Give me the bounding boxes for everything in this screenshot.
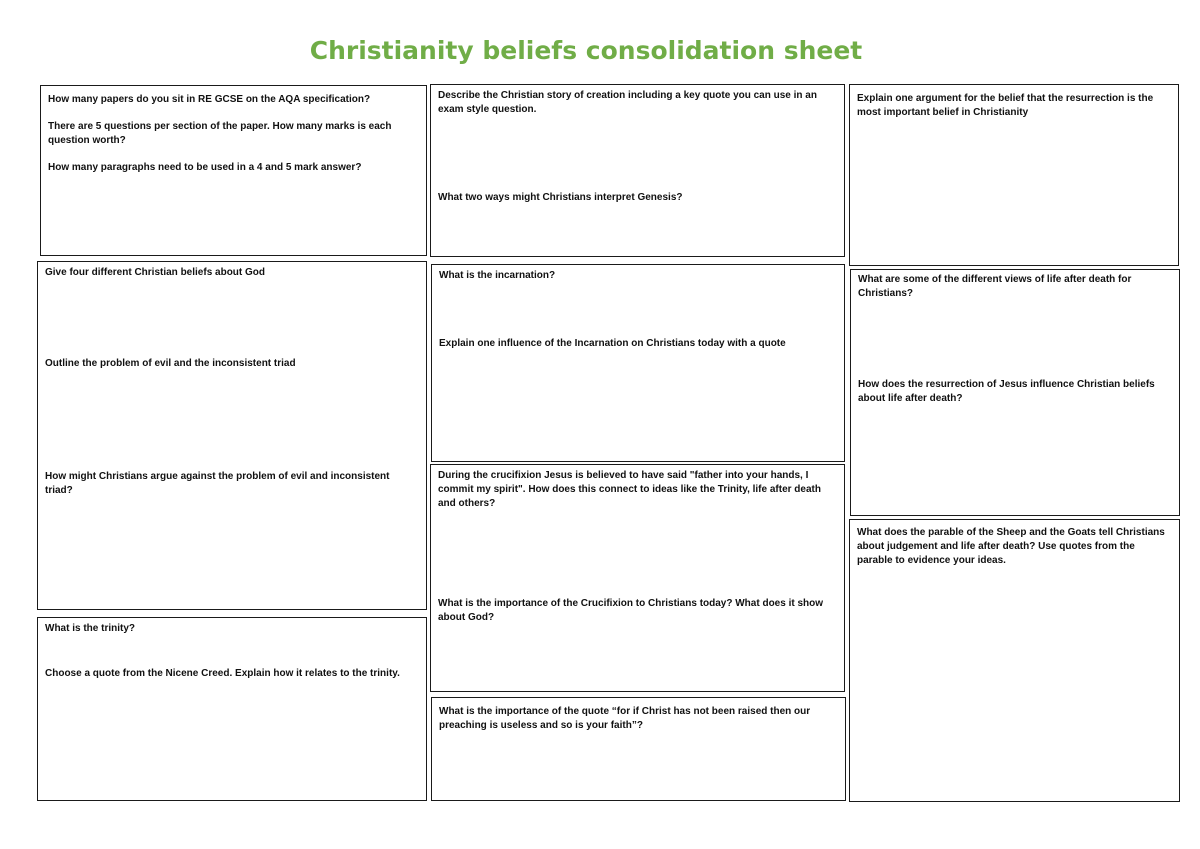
incarnation-influence-question: Explain one influence of the Incarnation on Christians today with a quote <box>439 338 786 349</box>
crucifixion-importance-question: What is the importance of the Crucifixion to Christians today? What does it show about God? <box>438 598 824 623</box>
trinity-box <box>37 617 427 801</box>
exam-box <box>40 85 427 256</box>
exam-question-marks: There are 5 questions per section of the paper. How many marks is each question worth? <box>48 121 392 146</box>
nicene-creed-question: Choose a quote from the Nicene Creed. Explain how it relates to the trinity. <box>45 668 400 679</box>
resurrection-argument-box <box>849 84 1179 266</box>
sheep-goats-box <box>849 519 1180 802</box>
trinity-question: What is the trinity? <box>45 623 135 634</box>
exam-question-papers: How many papers do you sit in RE GCSE on the AQA specification? <box>48 94 371 105</box>
crucifixion-box <box>430 464 845 692</box>
god-beliefs-question: Give four different Christian beliefs about God <box>45 267 266 278</box>
creation-box <box>430 84 845 257</box>
afterlife-views-question: What are some of the different views of life after death for Christians? <box>858 274 1132 299</box>
crucifixion-quote-question: During the crucifixion Jesus is believed to have said "father into your hands, I commit my spirit". How does this connect to ideas like the Trinity, life after death and others? <box>438 470 821 509</box>
creation-question: Describe the Christian story of creation including a key quote you can use in an exam style question. <box>438 90 817 115</box>
incarnation-question: What is the incarnation? <box>439 270 556 281</box>
resurrection-argument-question: Explain one argument for the belief that the resurrection is the most important belief in Christianity <box>857 93 1154 118</box>
page-title: Christianity beliefs consolidation sheet <box>309 36 863 65</box>
god-beliefs-box <box>37 261 427 610</box>
resurrection-influence-question: How does the resurrection of Jesus influence Christian beliefs about life after death? <box>858 379 1155 404</box>
raised-quote-box <box>431 697 846 801</box>
argue-against-evil-question: How might Christians argue against the problem of evil and inconsistent triad? <box>45 471 390 496</box>
problem-of-evil-question: Outline the problem of evil and the inconsistent triad <box>45 358 296 369</box>
sheep-goats-question: What does the parable of the Sheep and the Goats tell Christians about judgement and life after death? Use quotes from the parable to evidence your ideas. <box>857 527 1165 566</box>
raised-quote-question: What is the importance of the quote “for if Christ has not been raised then our preaching is useless and so is your faith”? <box>439 706 811 731</box>
exam-question-paragraphs: How many paragraphs need to be used in a 4 and 5 mark answer? <box>48 162 362 173</box>
incarnation-box <box>431 264 845 462</box>
genesis-question: What two ways might Christians interpret Genesis? <box>438 192 683 203</box>
afterlife-box <box>850 269 1180 516</box>
